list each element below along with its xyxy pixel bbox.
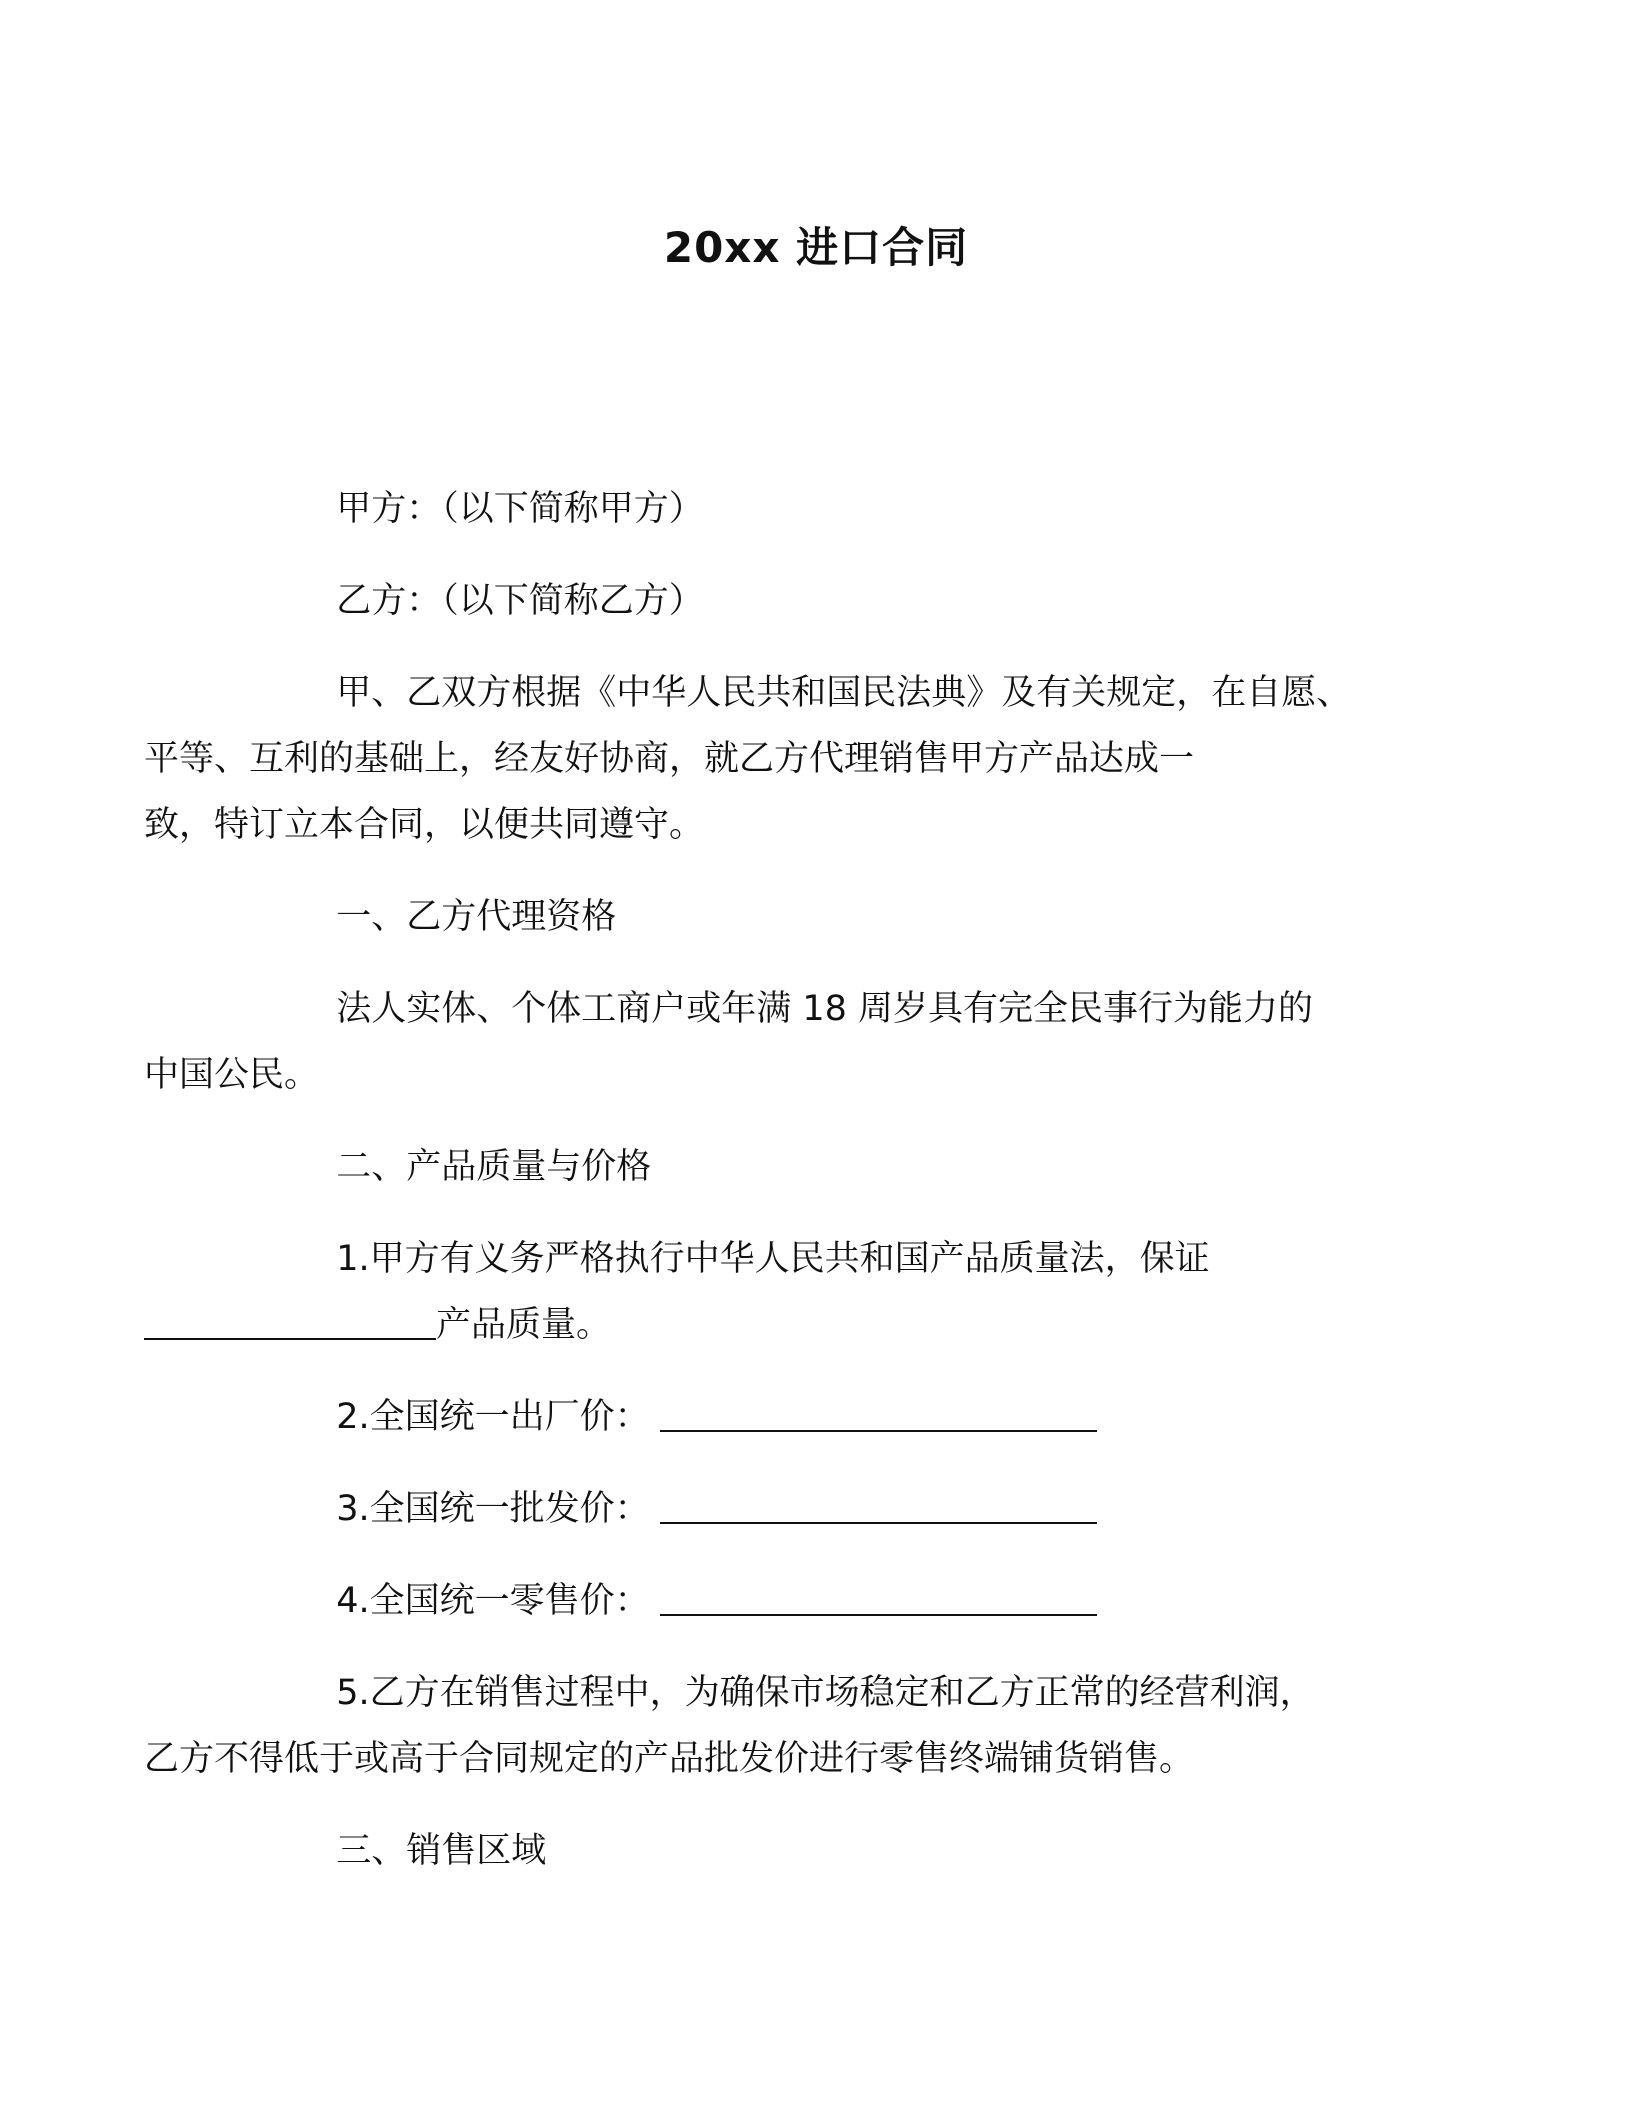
section-1-heading: 一、乙方代理资格	[336, 897, 617, 937]
section-3-heading: 三、销售区域	[336, 1831, 547, 1871]
item-5-line-1: 5.乙方在销售过程中，为确保市场稳定和乙方正常的经营利润，	[336, 1673, 1315, 1713]
item-2-line	[240, 1384, 1408, 1450]
wholesale-price-blank-field[interactable]	[660, 1488, 1097, 1524]
intro-line-2: 平等、互利的基础上，经友好协商，就乙方代理销售甲方产品达成一	[144, 739, 1195, 779]
retail-price-label: 4.全国统一零售价：	[336, 1581, 650, 1621]
quality-blank-field[interactable]	[144, 1304, 436, 1340]
item-5-paragraph	[144, 1660, 1408, 1792]
item-1-paragraph	[240, 1226, 1408, 1358]
factory-price-label: 2.全国统一出厂价：	[336, 1397, 650, 1437]
intro-paragraph	[144, 660, 1408, 858]
section-1-line-2: 中国公民。	[144, 1055, 320, 1095]
wholesale-price-label: 3.全国统一批发价：	[336, 1489, 650, 1529]
section-1-paragraph	[144, 976, 1408, 1108]
intro-line-1: 甲、乙双方根据《中华人民共和国民法典》及有关规定，在自愿、	[336, 673, 1352, 713]
party-a-line: 甲方：（以下简称甲方）	[336, 489, 704, 529]
factory-price-blank-field[interactable]	[660, 1396, 1097, 1432]
document-body	[144, 476, 1408, 1910]
document-title: 20xx 进口合同	[663, 223, 969, 272]
item-1-suffix: 产品质量。	[436, 1305, 612, 1345]
item-1-line-1: 1.甲方有义务严格执行中华人民共和国产品质量法，保证	[336, 1239, 1210, 1279]
section-2-heading: 二、产品质量与价格	[336, 1147, 652, 1187]
item-5-line-2: 乙方不得低于或高于合同规定的产品批发价进行零售终端铺货销售。	[144, 1739, 1195, 1779]
item-1-line-2	[144, 1292, 1408, 1358]
section-1-line-1: 法人实体、个体工商户或年满 18 周岁具有完全民事行为能力的	[336, 989, 1314, 1029]
retail-price-blank-field[interactable]	[660, 1580, 1097, 1616]
party-b-line: 乙方：（以下简称乙方）	[336, 581, 704, 621]
item-3-line	[240, 1476, 1408, 1542]
intro-line-3: 致，特订立本合同，以便共同遵守。	[144, 805, 705, 845]
item-4-line	[240, 1568, 1408, 1634]
